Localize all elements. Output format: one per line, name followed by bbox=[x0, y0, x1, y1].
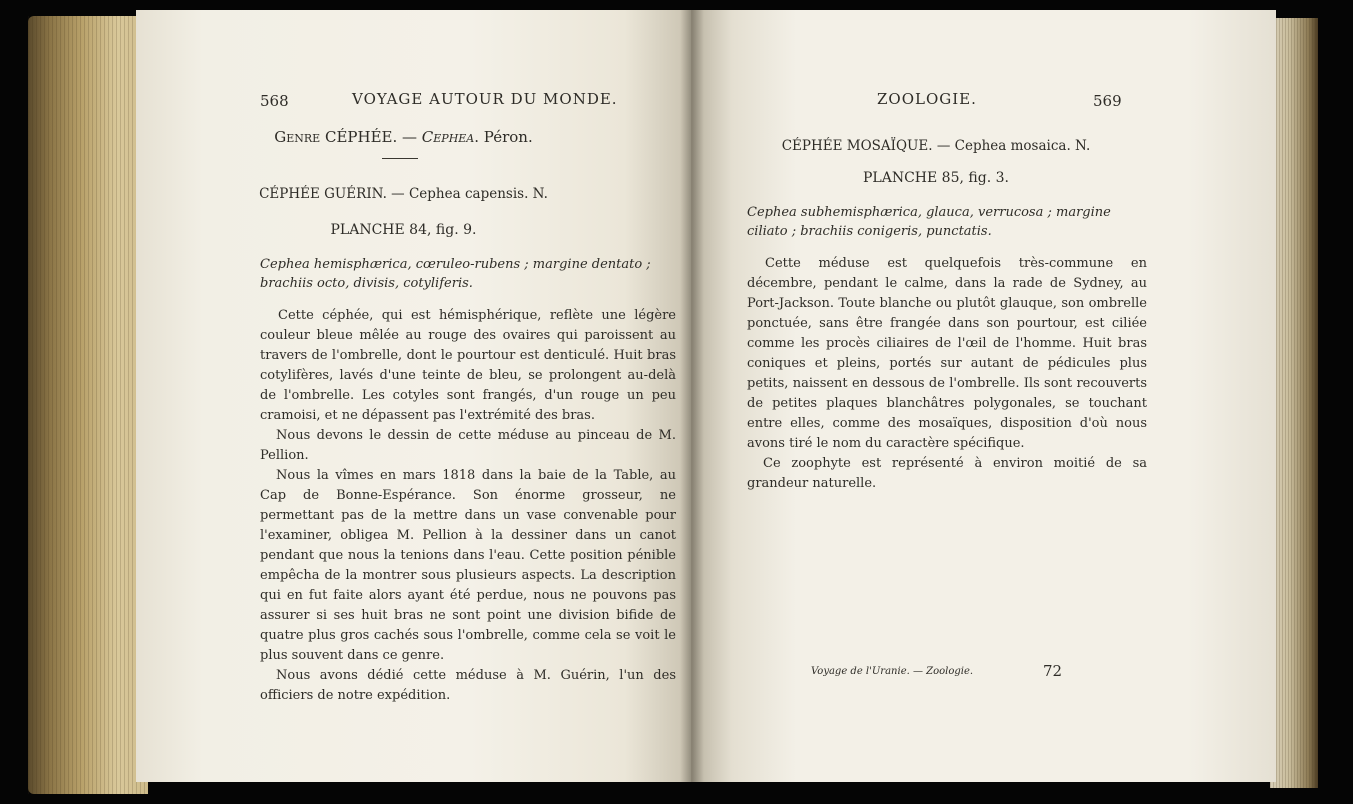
species-heading: CÉPHÉE GUÉRIN. — Cephea capensis. N. bbox=[259, 186, 548, 202]
paragraph: Nous la vîmes en mars 1818 dans la baie de la Table, au Cap de Bonne-Espérance. Son énorme grosseur, ne permettant pas de la mettre dans un vase convenable pour l'examiner, obligea M. Pellion à la dessiner dans un canot pendant que nous la tenions dans l'eau. Cette position pénible empêcha de la montrer sous plusieurs aspects. La description qui en fut faite alors ayant été perdue, nous ne pouvons pas assurer si ses huit bras ne sont point une division bifide de quatre plus gros cachés sous l'ombrelle, comme cela se voit le plus souvent dans ce genre. bbox=[260, 468, 676, 663]
paragraph: Cette méduse est quelquefois très-commune en décembre, pendant le calme, dans la rade de Sydney, au Port-Jackson. Toute blanche ou plutôt glauque, son ombrelle ponctuée, sans être frangée dans son pourtour, est ciliée comme les procès ciliaires de l'œil de l'homme. Huit bras coniques et pleins, portés sur autant de pédicules plus petits, naissent en dessous de l'ombrelle. Ils sont recouverts de petites plaques blanchâtres polygonales, se touchant entre elles, comme des mosaïques, disposition d'où nous avons tiré le nom du caractère spécifique. bbox=[747, 256, 1147, 451]
body-text bbox=[747, 254, 1147, 494]
book-gutter bbox=[680, 10, 704, 782]
genus-heading-prefix: Genre CÉPHÉE. — bbox=[274, 128, 422, 146]
plate-reference: PLANCHE 85, fig. 3. bbox=[863, 170, 1009, 186]
page-number: 569 bbox=[1093, 92, 1122, 110]
paragraph: Nous devons le dessin de cette méduse au pinceau de M. Pellion. bbox=[260, 428, 676, 463]
species-heading: CÉPHÉE MOSAÏQUE. — Cephea mosaica. N. bbox=[781, 138, 1091, 154]
latin-description: Cephea hemisphærica, cœruleo-rubens ; margine dentato ; brachiis octo, divisis, cotyliferis. bbox=[260, 257, 651, 291]
right-page bbox=[691, 10, 1276, 782]
latin-description: Cephea subhemisphærica, glauca, verrucosa ; margine ciliato ; brachiis conigeris, punctatis. bbox=[747, 205, 1111, 239]
plate-reference: PLANCHE 84, fig. 9. bbox=[330, 222, 477, 238]
paragraph: Cette céphée, qui est hémisphérique, reflète une légère couleur bleue mêlée au rouge des ovaires qui paroissent au travers de l'ombrelle, dont le pourtour est denticulé. Huit bras cotylifères, lavés d'une teinte de bleu, se prolongent au-delà de l'ombrelle. Les cotyles sont frangés, d'un rouge un peu cramoisi, et ne dépassent pas l'extrémité des bras. bbox=[260, 308, 676, 423]
genus-heading-suffix: . Péron. bbox=[474, 128, 533, 146]
page-edges-left bbox=[28, 16, 148, 794]
footer-note: Voyage de l'Uranie. — Zoologie. bbox=[811, 666, 974, 677]
page-edges-right bbox=[1270, 18, 1318, 788]
paragraph: Nous avons dédié cette méduse à M. Guérin, l'un des officiers de notre expédition. bbox=[260, 668, 676, 703]
page-number: 568 bbox=[260, 92, 289, 110]
genus-heading-latin: Cephea bbox=[421, 128, 475, 146]
signature-number: 72 bbox=[1043, 662, 1063, 680]
open-book bbox=[28, 10, 1318, 795]
left-page bbox=[136, 10, 691, 782]
running-head: VOYAGE AUTOUR DU MONDE. bbox=[352, 90, 618, 108]
body-text bbox=[260, 306, 676, 706]
running-head: ZOOLOGIE. bbox=[877, 90, 977, 108]
genus-heading bbox=[136, 128, 671, 146]
paragraph: Ce zoophyte est représenté à environ moitié de sa grandeur naturelle. bbox=[747, 456, 1147, 491]
heading-rule bbox=[382, 158, 418, 159]
